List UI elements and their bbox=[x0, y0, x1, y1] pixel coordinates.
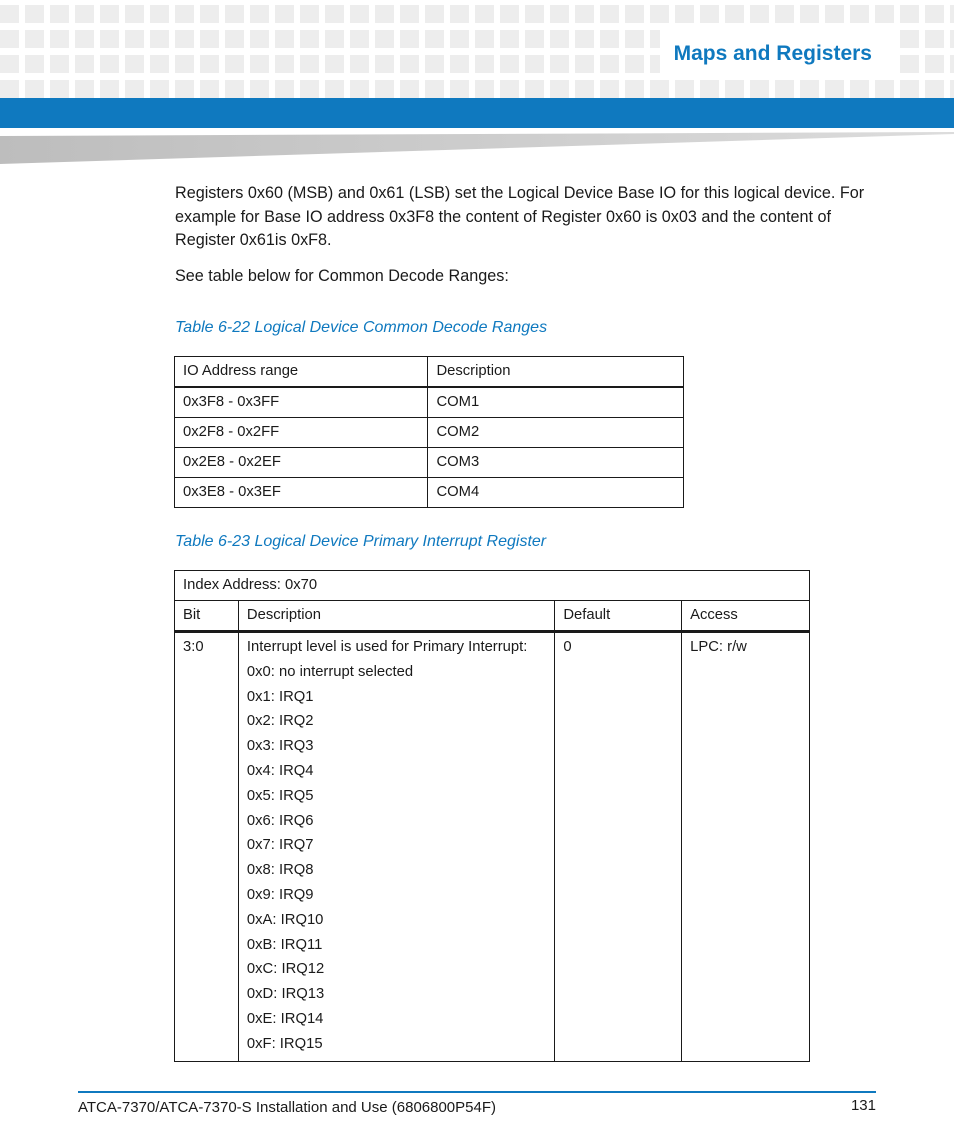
footer-document-title: ATCA-7370/ATCA-7370-S Installation and Use (6806800P54F) bbox=[78, 1099, 497, 1116]
table-row bbox=[175, 632, 810, 1062]
primary-interrupt-register-table bbox=[174, 570, 810, 1062]
description-line: 0xA: IRQ10 bbox=[246, 911, 324, 928]
column-header: Bit bbox=[175, 601, 239, 632]
table-cell: COM4 bbox=[428, 478, 684, 508]
table-cell: COM3 bbox=[428, 448, 684, 478]
description-line: 0x3: IRQ3 bbox=[246, 738, 314, 755]
column-header: Description bbox=[428, 357, 684, 388]
description-line: 0x7: IRQ7 bbox=[246, 837, 314, 854]
table-row bbox=[175, 448, 684, 478]
table-header-row bbox=[175, 357, 684, 388]
description-line: 0x1: IRQ1 bbox=[246, 688, 314, 705]
column-header: Access bbox=[682, 601, 810, 632]
description-line: 0x8: IRQ8 bbox=[246, 862, 314, 879]
table-cell: COM2 bbox=[428, 418, 684, 448]
description-line: 0x6: IRQ6 bbox=[246, 812, 314, 829]
table2-caption: Table 6-23 Logical Device Primary Interrupt Register bbox=[175, 533, 547, 550]
table-cell: 0x3F8 - 0x3FF bbox=[175, 387, 428, 418]
description-line: 0x4: IRQ4 bbox=[246, 762, 314, 779]
body-text bbox=[175, 182, 875, 288]
table-cell: 0x3E8 - 0x3EF bbox=[175, 478, 428, 508]
column-header: IO Address range bbox=[175, 357, 428, 388]
description-line: 0x9: IRQ9 bbox=[246, 886, 314, 903]
footer-divider bbox=[78, 1091, 876, 1093]
table-cell: 0x2F8 - 0x2FF bbox=[175, 418, 428, 448]
header-grey-wedge bbox=[0, 132, 954, 164]
table-cell: 0x2E8 - 0x2EF bbox=[175, 448, 428, 478]
description-line: 0xC: IRQ12 bbox=[246, 961, 325, 978]
table-row bbox=[175, 418, 684, 448]
description-line: 0x5: IRQ5 bbox=[246, 787, 314, 804]
column-header: Description bbox=[238, 601, 554, 632]
index-address-row bbox=[175, 571, 810, 601]
table-row bbox=[175, 387, 684, 418]
description-line: 0x0: no interrupt selected bbox=[246, 663, 414, 680]
column-header: Default bbox=[555, 601, 682, 632]
table-row bbox=[175, 478, 684, 508]
table1-caption: Table 6-22 Logical Device Common Decode Ranges bbox=[175, 319, 548, 336]
description-line: 0xD: IRQ13 bbox=[246, 986, 325, 1003]
description-line: Interrupt level is used for Primary Interrupt: bbox=[246, 639, 528, 655]
header-blue-bar bbox=[0, 98, 954, 128]
bit-value: 3:0 bbox=[183, 639, 204, 655]
description-line: 0x2: IRQ2 bbox=[246, 713, 314, 730]
decode-ranges-intro: See table below for Common Decode Ranges: bbox=[175, 266, 509, 285]
default-cell bbox=[555, 632, 682, 1062]
bit-cell bbox=[175, 632, 239, 1062]
description-line: 0xE: IRQ14 bbox=[246, 1010, 324, 1027]
description-cell bbox=[238, 632, 554, 1062]
section-title: Maps and Registers bbox=[673, 42, 872, 65]
table-header-row bbox=[175, 601, 810, 632]
description-line: 0xF: IRQ15 bbox=[246, 1035, 323, 1052]
intro-paragraph: Registers 0x60 (MSB) and 0x61 (LSB) set the Logical Device Base IO for this logical device. For example for Base IO address 0x3F8 the content of Register 0x60 is 0x03 and the content of Register 0x61is 0xF8. bbox=[175, 184, 865, 249]
page-number: 131 bbox=[850, 1097, 876, 1114]
index-address: Index Address: 0x70 bbox=[175, 571, 810, 601]
access-cell bbox=[682, 632, 810, 1062]
table-cell: COM1 bbox=[428, 387, 684, 418]
description-line: 0xB: IRQ11 bbox=[246, 936, 323, 953]
default-value: 0 bbox=[563, 639, 572, 655]
decode-ranges-table bbox=[174, 356, 684, 508]
access-value: LPC: r/w bbox=[690, 639, 747, 655]
